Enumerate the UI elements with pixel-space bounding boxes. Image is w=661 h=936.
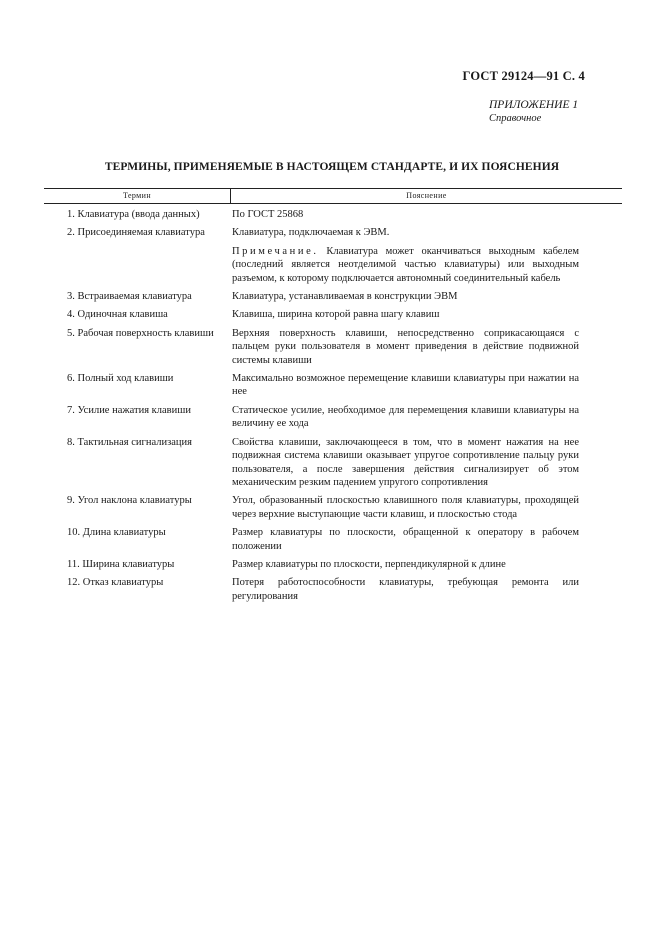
term-cell: 2. Присоединяемая клавиатура bbox=[67, 227, 205, 239]
terms-table-body bbox=[0, 208, 661, 608]
table-row bbox=[0, 404, 661, 431]
column-header-term: Термин bbox=[122, 191, 152, 200]
appendix-title: ПРИЛОЖЕНИЕ 1 bbox=[489, 99, 579, 111]
explanation-cell: Размер клавиатуры по плоскости, обращенной к оператору в рабочем положении bbox=[232, 527, 579, 552]
explanation-cell: Свойства клавиши, заключающееся в том, что в момент нажатия на нее подвижная система клавиши оказывает упругое сопротивление пальцу руки пользователя, а после завершения действия сигнализирует об этом механическим резким падением упругого сопротивления bbox=[232, 436, 579, 488]
term-cell: 4. Одиночная клавиша bbox=[67, 309, 168, 321]
explanation-cell: Максимально возможное перемещение клавиши клавиатуры при нажатии на нее bbox=[232, 373, 579, 398]
explanation-cell bbox=[232, 245, 579, 285]
document-header-code: ГОСТ 29124—91 С. 4 bbox=[462, 69, 585, 83]
term-cell: 12. Отказ клавиатуры bbox=[67, 577, 164, 589]
explanation-cell: По ГОСТ 25868 bbox=[232, 209, 304, 220]
table-row bbox=[0, 208, 661, 221]
term-cell: 5. Рабочая поверхность клавиши bbox=[67, 327, 214, 339]
explanation-cell: Верхняя поверхность клавиши, непосредственно соприкасающаяся с пальцем руки пользователя в момент приведения в действие подвижной системы клавиши bbox=[232, 327, 579, 366]
term-cell: 10. Длина клавиатуры bbox=[67, 527, 166, 539]
note-label: Примечание. bbox=[232, 245, 319, 257]
term-cell: 11. Ширина клавиатуры bbox=[67, 558, 175, 570]
term-cell: 9. Угол наклона клавиатуры bbox=[67, 495, 192, 507]
explanation-cell: Размер клавиатуры по плоскости, перпендикулярной к длине bbox=[232, 558, 506, 570]
term-cell bbox=[67, 245, 238, 285]
term-cell: 7. Усилие нажатия клавиши bbox=[67, 404, 191, 416]
column-header-explanation: Пояснение bbox=[406, 191, 447, 200]
term-cell: 8. Тактильная сигнализация bbox=[67, 436, 192, 448]
explanation-cell: Угол, образованный плоскостью клавишного поля клавиатуры, проходящей через верхние выступающие части клавиш, и плоскостью стода bbox=[232, 495, 579, 520]
table-row bbox=[0, 327, 661, 367]
explanation-cell: Статическое усилие, необходимое для перемещения клавиши клавиатуры на величину ее хода bbox=[232, 404, 579, 430]
explanation-cell: Клавиатура, подключаемая к ЭВМ. bbox=[232, 227, 390, 239]
table-row bbox=[0, 226, 661, 239]
table-row bbox=[0, 576, 661, 603]
table-row bbox=[0, 558, 661, 571]
note-text: Клавиатура может оканчиваться выходным кабелем (последний является неотделимой частью клавиатуры) или выходным разъемом, к которому подключается автономный соединительный кабель bbox=[232, 245, 579, 284]
table-row bbox=[0, 494, 661, 521]
explanation-cell: Потеря работоспособности клавиатуры, требующая ремонта или регулирования bbox=[232, 577, 579, 602]
term-cell: 6. Полный ход клавиши bbox=[67, 373, 174, 385]
explanation-cell: Клавиша, ширина которой равна шагу клавиш bbox=[232, 309, 440, 321]
table-row bbox=[0, 308, 661, 321]
table-row bbox=[0, 245, 661, 285]
table-row bbox=[0, 372, 661, 399]
table-header-rule bbox=[44, 203, 622, 204]
appendix-label bbox=[489, 98, 578, 126]
appendix-subtitle: Справочное bbox=[489, 113, 542, 124]
page-title: ТЕРМИНЫ, ПРИМЕНЯЕМЫЕ В НАСТОЯЩЕМ СТАНДАРТЕ, И ИХ ПОЯСНЕНИЯ bbox=[104, 161, 560, 173]
explanation-cell: Клавиатура, устанавливаемая в конструкции ЭВМ bbox=[232, 291, 458, 303]
term-cell: 3. Встраиваемая клавиатура bbox=[67, 291, 192, 303]
table-top-rule bbox=[44, 188, 622, 189]
table-row bbox=[0, 436, 661, 490]
table-row bbox=[0, 526, 661, 553]
table-row bbox=[0, 290, 661, 303]
term-cell: 1. Клавиатура (ввода данных) bbox=[67, 209, 200, 220]
